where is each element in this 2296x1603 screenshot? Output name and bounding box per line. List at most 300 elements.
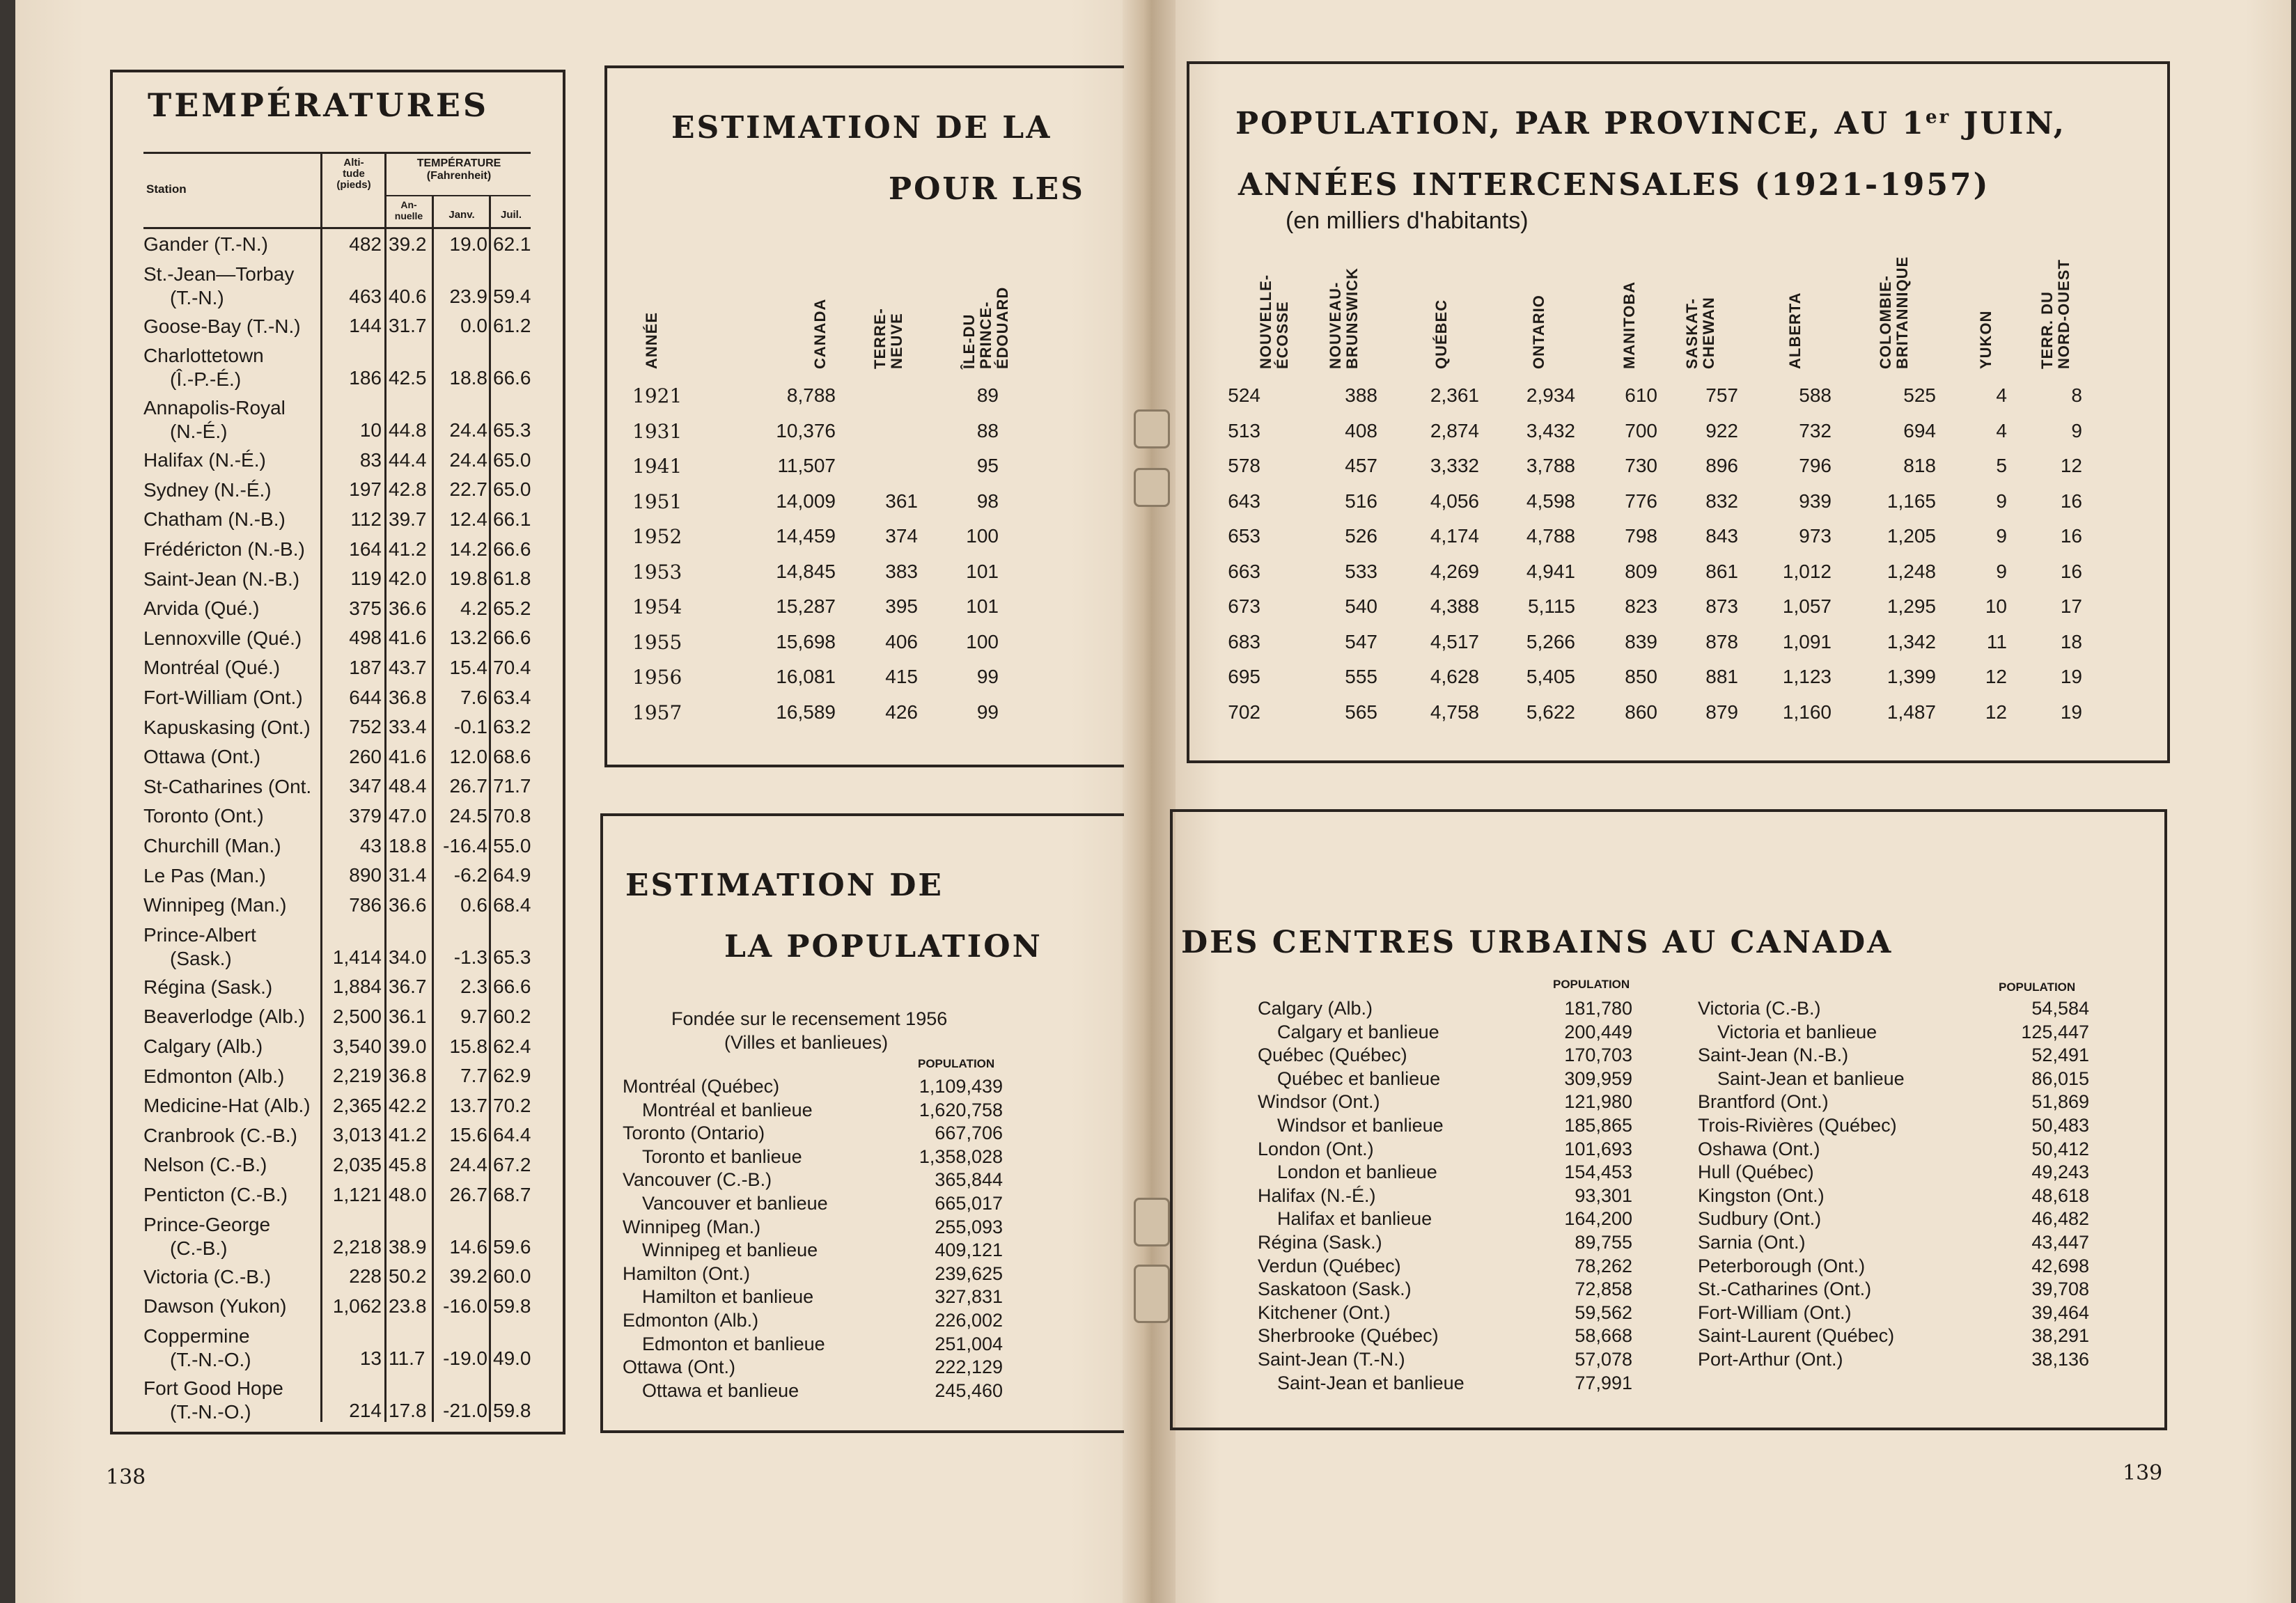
july-temp-value: 68.6 (493, 745, 531, 767)
population-cell: 1,295 (1887, 595, 1936, 617)
january-temp-value: 12.4 (449, 508, 487, 530)
station-name (143, 893, 286, 917)
july-temp-value: 49.0 (493, 1347, 531, 1369)
january-temp-value: -6.2 (453, 864, 487, 886)
city-name: Victoria et banlieue (1717, 1021, 1877, 1042)
altitude-value: 1,121 (332, 1183, 382, 1205)
station-name (143, 923, 256, 971)
population-cell: 757 (1705, 384, 1738, 406)
station-line: Calgary (Alb.) (143, 1035, 263, 1057)
station-name (143, 656, 280, 680)
population-cell: 16 (2060, 560, 2082, 582)
station-line: Winnipeg (Man.) (143, 894, 287, 916)
january-temp-value: 24.5 (449, 805, 487, 827)
city-population: 54,584 (2031, 998, 2089, 1019)
station-line: (C.-B.) (170, 1237, 228, 1259)
population-cell: 513 (1228, 419, 1260, 441)
january-temp-value: 19.0 (449, 233, 487, 255)
station-line: Annapolis-Royal (143, 397, 286, 419)
city-name: Ottawa (Ont.) (623, 1356, 736, 1378)
annual-temp-value: 36.1 (389, 1006, 427, 1027)
population-cell: 19 (2060, 701, 2082, 723)
city-name: Saint-Jean et banlieue (1717, 1068, 1905, 1089)
column-header: TERR. DU NORD-OUEST (2038, 259, 2072, 369)
annual-temp-value: 36.8 (389, 1065, 427, 1087)
population-cell: 526 (1345, 525, 1377, 547)
city-name: Saint-Laurent (Québec) (1698, 1325, 1895, 1347)
altitude-value: 644 (349, 686, 382, 708)
col-header-temperature: TEMPÉRATURE (Fahrenheit) (416, 157, 501, 182)
january-temp-value: -21.0 (443, 1399, 487, 1421)
station-name (143, 568, 299, 591)
january-temp-value: 19.8 (449, 568, 487, 590)
population-cell: 8 (2071, 384, 2082, 406)
annual-temp-value: 41.6 (389, 627, 427, 649)
population-cell: 832 (1705, 490, 1738, 512)
station-line: St.-Jean—Torbay (143, 263, 295, 285)
city-population: 59,562 (1575, 1301, 1632, 1323)
temp-subheader-rule (384, 195, 531, 196)
city-population: 1,358,028 (919, 1145, 1003, 1167)
station-line: Chatham (N.-B.) (143, 508, 286, 531)
city-name: Sudbury (Ont.) (1698, 1208, 1822, 1230)
population-cell: 823 (1625, 595, 1657, 617)
annual-temp-value: 47.0 (389, 805, 427, 827)
july-temp-value: 60.0 (493, 1265, 531, 1288)
population-cell: 1,205 (1887, 525, 1936, 547)
population-cell: 2,934 (1526, 384, 1575, 406)
altitude-value: 2,035 (332, 1154, 382, 1175)
annual-temp-value: 38.9 (389, 1235, 427, 1258)
station-name (143, 1183, 288, 1207)
population-cell: 683 (1228, 630, 1260, 652)
july-temp-value: 59.8 (493, 1399, 531, 1421)
station-line: Victoria (C.-B.) (143, 1265, 272, 1288)
urban-pop-header: POPULATION (918, 1057, 995, 1070)
altitude-value: 2,365 (332, 1094, 382, 1116)
station-name (143, 396, 286, 444)
city-name: Edmonton (Alb.) (623, 1310, 759, 1331)
annual-temp-value: 42.8 (389, 478, 427, 501)
july-temp-value: 65.3 (493, 419, 531, 441)
binding-hole (1134, 1265, 1170, 1323)
urban-title-left-2: LA POPULATION (724, 929, 1042, 964)
city-population: 57,078 (1575, 1349, 1632, 1370)
column-header: NOUVELLE- ÉCOSSE (1257, 274, 1291, 369)
city-name: Régina (Sask.) (1258, 1232, 1382, 1253)
station-name (143, 315, 301, 338)
population-cell: 922 (1705, 419, 1738, 441)
city-population: 255,093 (935, 1216, 1003, 1237)
station-line: (T.-N.-O.) (170, 1400, 251, 1423)
january-temp-value: 13.7 (449, 1094, 487, 1116)
population-cell: 873 (1705, 595, 1738, 617)
population-cell: 860 (1625, 701, 1657, 723)
july-temp-value: 68.7 (493, 1183, 531, 1205)
population-cell: 4 (1996, 384, 2007, 406)
population-cell: 19 (2060, 666, 2082, 687)
population-cell: 89 (976, 384, 999, 406)
population-cell: 2,874 (1430, 419, 1479, 441)
population-cell: 5,622 (1526, 701, 1575, 723)
column-header: TERRE- NEUVE (871, 308, 905, 369)
population-cell: 1,165 (1887, 490, 1936, 512)
population-cell: 565 (1345, 701, 1377, 723)
city-population: 121,980 (1564, 1091, 1632, 1113)
population-cell: 516 (1345, 490, 1377, 512)
city-population: 39,708 (2031, 1279, 2089, 1300)
altitude-value: 498 (349, 627, 382, 649)
population-cell: 973 (1799, 525, 1832, 547)
city-name: Fort-William (Ont.) (1698, 1301, 1852, 1323)
city-population: 48,618 (2031, 1184, 2089, 1206)
january-temp-value: 24.4 (449, 448, 487, 471)
population-cell: 588 (1799, 384, 1832, 406)
january-temp-value: 22.7 (449, 478, 487, 501)
annual-temp-value: 48.4 (389, 775, 427, 797)
altitude-value: 2,219 (332, 1065, 382, 1087)
population-cell: 1,342 (1887, 630, 1936, 652)
annual-temp-value: 18.8 (389, 834, 427, 857)
population-cell: 8,788 (786, 384, 836, 406)
population-cell: 5 (1996, 455, 2007, 476)
july-temp-value: 65.2 (493, 597, 531, 619)
population-cell: 426 (885, 701, 918, 723)
population-cell: 547 (1345, 630, 1377, 652)
city-population: 1,109,439 (919, 1076, 1003, 1097)
population-cell: 3,332 (1430, 455, 1479, 476)
annual-temp-value: 34.0 (389, 946, 427, 968)
station-line: (T.-N.) (170, 286, 224, 308)
population-cell: 9 (1996, 490, 2007, 512)
population-cell: 4,628 (1430, 666, 1479, 687)
annual-temp-value: 39.0 (389, 1035, 427, 1057)
july-temp-value: 59.6 (493, 1235, 531, 1258)
population-cell: 1,057 (1782, 595, 1832, 617)
january-temp-value: 15.8 (449, 1035, 487, 1057)
january-temp-value: -0.1 (453, 716, 487, 738)
station-name (143, 1094, 311, 1118)
population-cell: 11,507 (777, 455, 836, 476)
city-name: Toronto (Ontario) (623, 1123, 765, 1144)
column-header: ALBERTA (1786, 292, 1804, 369)
city-population: 43,447 (2031, 1232, 2089, 1253)
altitude-value: 463 (349, 285, 382, 307)
city-population: 185,865 (1564, 1115, 1632, 1136)
july-temp-value: 70.8 (493, 805, 531, 827)
column-header: SASKAT- CHEWAN (1683, 297, 1717, 369)
year-cell: 1955 (632, 630, 682, 654)
station-name (143, 775, 311, 799)
population-cell: 9 (1996, 525, 2007, 547)
col-header-annuelle: An- nuelle (394, 199, 423, 221)
city-name: Saskatoon (Sask.) (1258, 1279, 1412, 1300)
altitude-value: 83 (359, 448, 382, 471)
city-name: Hamilton et banlieue (642, 1286, 814, 1308)
year-cell: 1941 (632, 455, 682, 478)
col-header-juil: Juil. (500, 209, 522, 221)
july-temp-value: 62.1 (493, 233, 531, 255)
population-cell: 4,598 (1526, 490, 1575, 512)
population-cell: 9 (1996, 560, 2007, 582)
altitude-value: 197 (349, 478, 382, 501)
station-name (143, 1213, 270, 1260)
table-top-rule (143, 152, 531, 154)
provinces-title-left-2: POUR LES (889, 171, 1085, 207)
population-cell: 10,376 (776, 419, 836, 441)
column-header: QUÉBEC (1432, 299, 1450, 369)
station-line: Cranbrook (C.-B.) (143, 1124, 297, 1146)
altitude-value: 228 (349, 1265, 382, 1288)
city-name: Brantford (Ont.) (1698, 1091, 1829, 1113)
city-population: 89,755 (1575, 1232, 1632, 1253)
january-temp-value: 4.2 (460, 597, 487, 619)
urban-title-right: DES CENTRES URBAINS AU CANADA (1181, 925, 1893, 960)
altitude-value: 752 (349, 716, 382, 738)
station-line: Halifax (N.-É.) (143, 449, 266, 471)
city-population: 58,668 (1575, 1325, 1632, 1347)
city-population: 78,262 (1575, 1255, 1632, 1276)
city-name: London et banlieue (1277, 1162, 1437, 1183)
city-name: Saint-Jean (T.-N.) (1258, 1349, 1405, 1370)
city-name: Vancouver et banlieue (642, 1193, 828, 1214)
station-line: Nelson (C.-B.) (143, 1154, 267, 1176)
altitude-value: 482 (349, 233, 382, 255)
annual-temp-value: 48.0 (389, 1183, 427, 1205)
population-cell: 10 (1985, 595, 2007, 617)
altitude-value: 2,500 (332, 1006, 382, 1027)
population-cell: 415 (885, 666, 918, 687)
city-population: 154,453 (1564, 1162, 1632, 1183)
population-cell: 796 (1799, 455, 1832, 476)
population-cell: 663 (1228, 560, 1260, 582)
population-cell: 1,160 (1782, 701, 1832, 723)
station-line: (T.-N.-O.) (170, 1348, 251, 1370)
population-cell: 3,788 (1526, 455, 1575, 476)
population-cell: 4 (1996, 419, 2007, 441)
july-temp-value: 62.4 (493, 1035, 531, 1057)
city-name: Québec et banlieue (1277, 1068, 1441, 1089)
annual-temp-value: 36.8 (389, 686, 427, 708)
city-population: 251,004 (935, 1333, 1003, 1354)
station-line: (Î.-P.-É.) (170, 368, 242, 391)
station-line: Prince-George (143, 1213, 271, 1235)
station-line: Toronto (Ont.) (143, 805, 264, 827)
population-cell: 4,056 (1430, 490, 1479, 512)
population-cell: 1,248 (1887, 560, 1936, 582)
annual-temp-value: 17.8 (389, 1399, 427, 1421)
altitude-value: 186 (349, 367, 382, 389)
station-name (143, 1377, 283, 1424)
station-name (143, 233, 268, 256)
provinces-subtitle: (en milliers d'habitants) (1286, 208, 1529, 234)
population-cell: 16,081 (776, 666, 836, 687)
population-cell: 88 (976, 419, 999, 441)
year-cell: 1953 (632, 560, 682, 584)
page-number-left: 138 (106, 1465, 146, 1489)
population-cell: 1,123 (1782, 666, 1832, 687)
station-name (143, 1295, 286, 1318)
population-cell: 101 (966, 595, 999, 617)
station-name (143, 1153, 267, 1177)
city-population: 101,693 (1564, 1138, 1632, 1159)
january-temp-value: 39.2 (449, 1265, 487, 1288)
city-name: Port-Arthur (Ont.) (1698, 1349, 1843, 1370)
population-cell: 4,388 (1430, 595, 1479, 617)
city-population: 365,844 (935, 1169, 1003, 1191)
city-population: 222,129 (935, 1356, 1003, 1378)
city-population: 49,243 (2031, 1162, 2089, 1183)
annual-temp-value: 42.5 (389, 367, 427, 389)
station-name (143, 864, 266, 888)
population-cell: 643 (1228, 490, 1260, 512)
population-cell: 14,459 (776, 525, 836, 547)
population-cell: 383 (885, 560, 918, 582)
station-name (143, 478, 272, 502)
station-line: Coppermine (143, 1324, 250, 1347)
station-line: Fort-William (Ont.) (143, 687, 303, 708)
annual-temp-value: 44.4 (389, 448, 427, 471)
provinces-title-left-1: ESTIMATION DE LA (671, 110, 1052, 146)
annual-temp-value: 36.6 (389, 597, 427, 619)
population-cell: 15,698 (776, 630, 836, 652)
year-cell: 1931 (632, 419, 682, 443)
altitude-value: 3,013 (332, 1124, 382, 1146)
city-population: 52,491 (2031, 1045, 2089, 1066)
station-line: Sydney (N.-É.) (143, 478, 272, 501)
station-line: Lennoxville (Qué.) (143, 627, 302, 649)
city-population: 409,121 (935, 1240, 1003, 1261)
city-population: 181,780 (1564, 998, 1632, 1019)
city-name: Ottawa et banlieue (642, 1379, 799, 1401)
annual-temp-value: 31.7 (389, 315, 427, 337)
city-population: 46,482 (2031, 1208, 2089, 1230)
july-temp-value: 63.2 (493, 716, 531, 738)
station-name (143, 538, 305, 561)
city-population: 200,449 (1564, 1021, 1632, 1042)
altitude-value: 375 (349, 597, 382, 619)
population-cell: 100 (966, 630, 999, 652)
population-cell: 406 (885, 630, 918, 652)
population-cell: 896 (1705, 455, 1738, 476)
population-cell: 555 (1345, 666, 1377, 687)
altitude-value: 164 (349, 538, 382, 560)
january-temp-value: 0.0 (460, 315, 487, 337)
july-temp-value: 61.8 (493, 568, 531, 590)
population-cell: 809 (1625, 560, 1657, 582)
station-name (143, 597, 260, 620)
annual-temp-value: 42.2 (389, 1094, 427, 1116)
population-cell: 374 (885, 525, 918, 547)
annual-temp-value: 45.8 (389, 1154, 427, 1175)
population-cell: 15,287 (776, 595, 836, 617)
city-name: St.-Catharines (Ont.) (1698, 1279, 1872, 1300)
station-line: Prince-Albert (143, 923, 256, 946)
population-cell: 533 (1345, 560, 1377, 582)
july-temp-value: 71.7 (493, 775, 531, 797)
city-population: 72,858 (1575, 1279, 1632, 1300)
book-gutter (1123, 0, 1176, 1603)
station-line: Le Pas (Man.) (143, 864, 266, 886)
january-temp-value: 7.7 (460, 1065, 487, 1087)
column-header: MANITOBA (1621, 281, 1638, 369)
population-cell: 798 (1625, 525, 1657, 547)
station-name (143, 1005, 305, 1029)
city-name: Winnipeg et banlieue (642, 1240, 818, 1261)
station-name (143, 1124, 297, 1148)
population-cell: 850 (1625, 666, 1657, 687)
population-cell: 3,432 (1526, 419, 1575, 441)
population-cell: 18 (2060, 630, 2082, 652)
station-line: Charlottetown (143, 345, 264, 367)
city-population: 327,831 (935, 1286, 1003, 1308)
station-name (143, 1265, 271, 1289)
city-population: 164,200 (1564, 1208, 1632, 1230)
altitude-value: 43 (359, 834, 382, 857)
city-name: Windsor et banlieue (1277, 1115, 1444, 1136)
january-temp-value: 9.7 (460, 1006, 487, 1027)
station-line: Goose-Bay (T.-N.) (143, 315, 301, 337)
population-cell: 695 (1228, 666, 1260, 687)
july-temp-value: 65.0 (493, 478, 531, 501)
year-cell: 1954 (632, 595, 682, 618)
july-temp-value: 63.4 (493, 686, 531, 708)
table-header-rule (143, 227, 531, 229)
january-temp-value: 0.6 (460, 893, 487, 916)
urban-pop-header: POPULATION (1553, 978, 1630, 991)
station-line: Arvida (Qué.) (143, 597, 260, 620)
july-temp-value: 65.0 (493, 448, 531, 471)
city-name: Halifax (N.-É.) (1258, 1184, 1376, 1206)
station-line: Medicine-Hat (Alb.) (143, 1095, 311, 1117)
annual-temp-value: 33.4 (389, 716, 427, 738)
january-temp-value: 12.0 (449, 745, 487, 767)
january-temp-value: 26.7 (449, 1183, 487, 1205)
population-cell: 4,758 (1430, 701, 1479, 723)
city-name: London (Ont.) (1258, 1138, 1374, 1159)
population-cell: 4,788 (1526, 525, 1575, 547)
july-temp-value: 65.3 (493, 946, 531, 968)
january-temp-value: 13.2 (449, 627, 487, 649)
altitude-value: 786 (349, 893, 382, 916)
population-cell: 732 (1799, 419, 1832, 441)
january-temp-value: 23.9 (449, 285, 487, 307)
station-name (143, 263, 294, 310)
city-name: Sarnia (Ont.) (1698, 1232, 1806, 1253)
altitude-value: 13 (359, 1347, 382, 1369)
col-divider (384, 152, 386, 1422)
station-name (143, 745, 260, 769)
population-cell: 99 (976, 666, 999, 687)
population-cell: 12 (1985, 701, 2007, 723)
station-line: (Sask.) (170, 947, 232, 969)
annual-temp-value: 41.6 (389, 745, 427, 767)
city-name: Verdun (Québec) (1258, 1255, 1401, 1276)
city-name: Hamilton (Ont.) (623, 1262, 751, 1284)
population-cell: 578 (1228, 455, 1260, 476)
annual-temp-value: 39.7 (389, 508, 427, 530)
provinces-title-right-1: POPULATION, PAR PROVINCE, AU 1er JUIN, (1235, 106, 2066, 141)
january-temp-value: -19.0 (443, 1347, 487, 1369)
altitude-value: 1,062 (332, 1295, 382, 1317)
population-cell: 861 (1705, 560, 1738, 582)
col-header-janv: Janv. (448, 209, 475, 221)
binding-hole (1134, 1198, 1170, 1246)
population-cell: 1,091 (1782, 630, 1832, 652)
city-name: Windsor (Ont.) (1258, 1091, 1380, 1113)
population-cell: 11 (1986, 630, 2007, 652)
col-header-altitude: Alti- tude (pieds) (336, 157, 371, 191)
